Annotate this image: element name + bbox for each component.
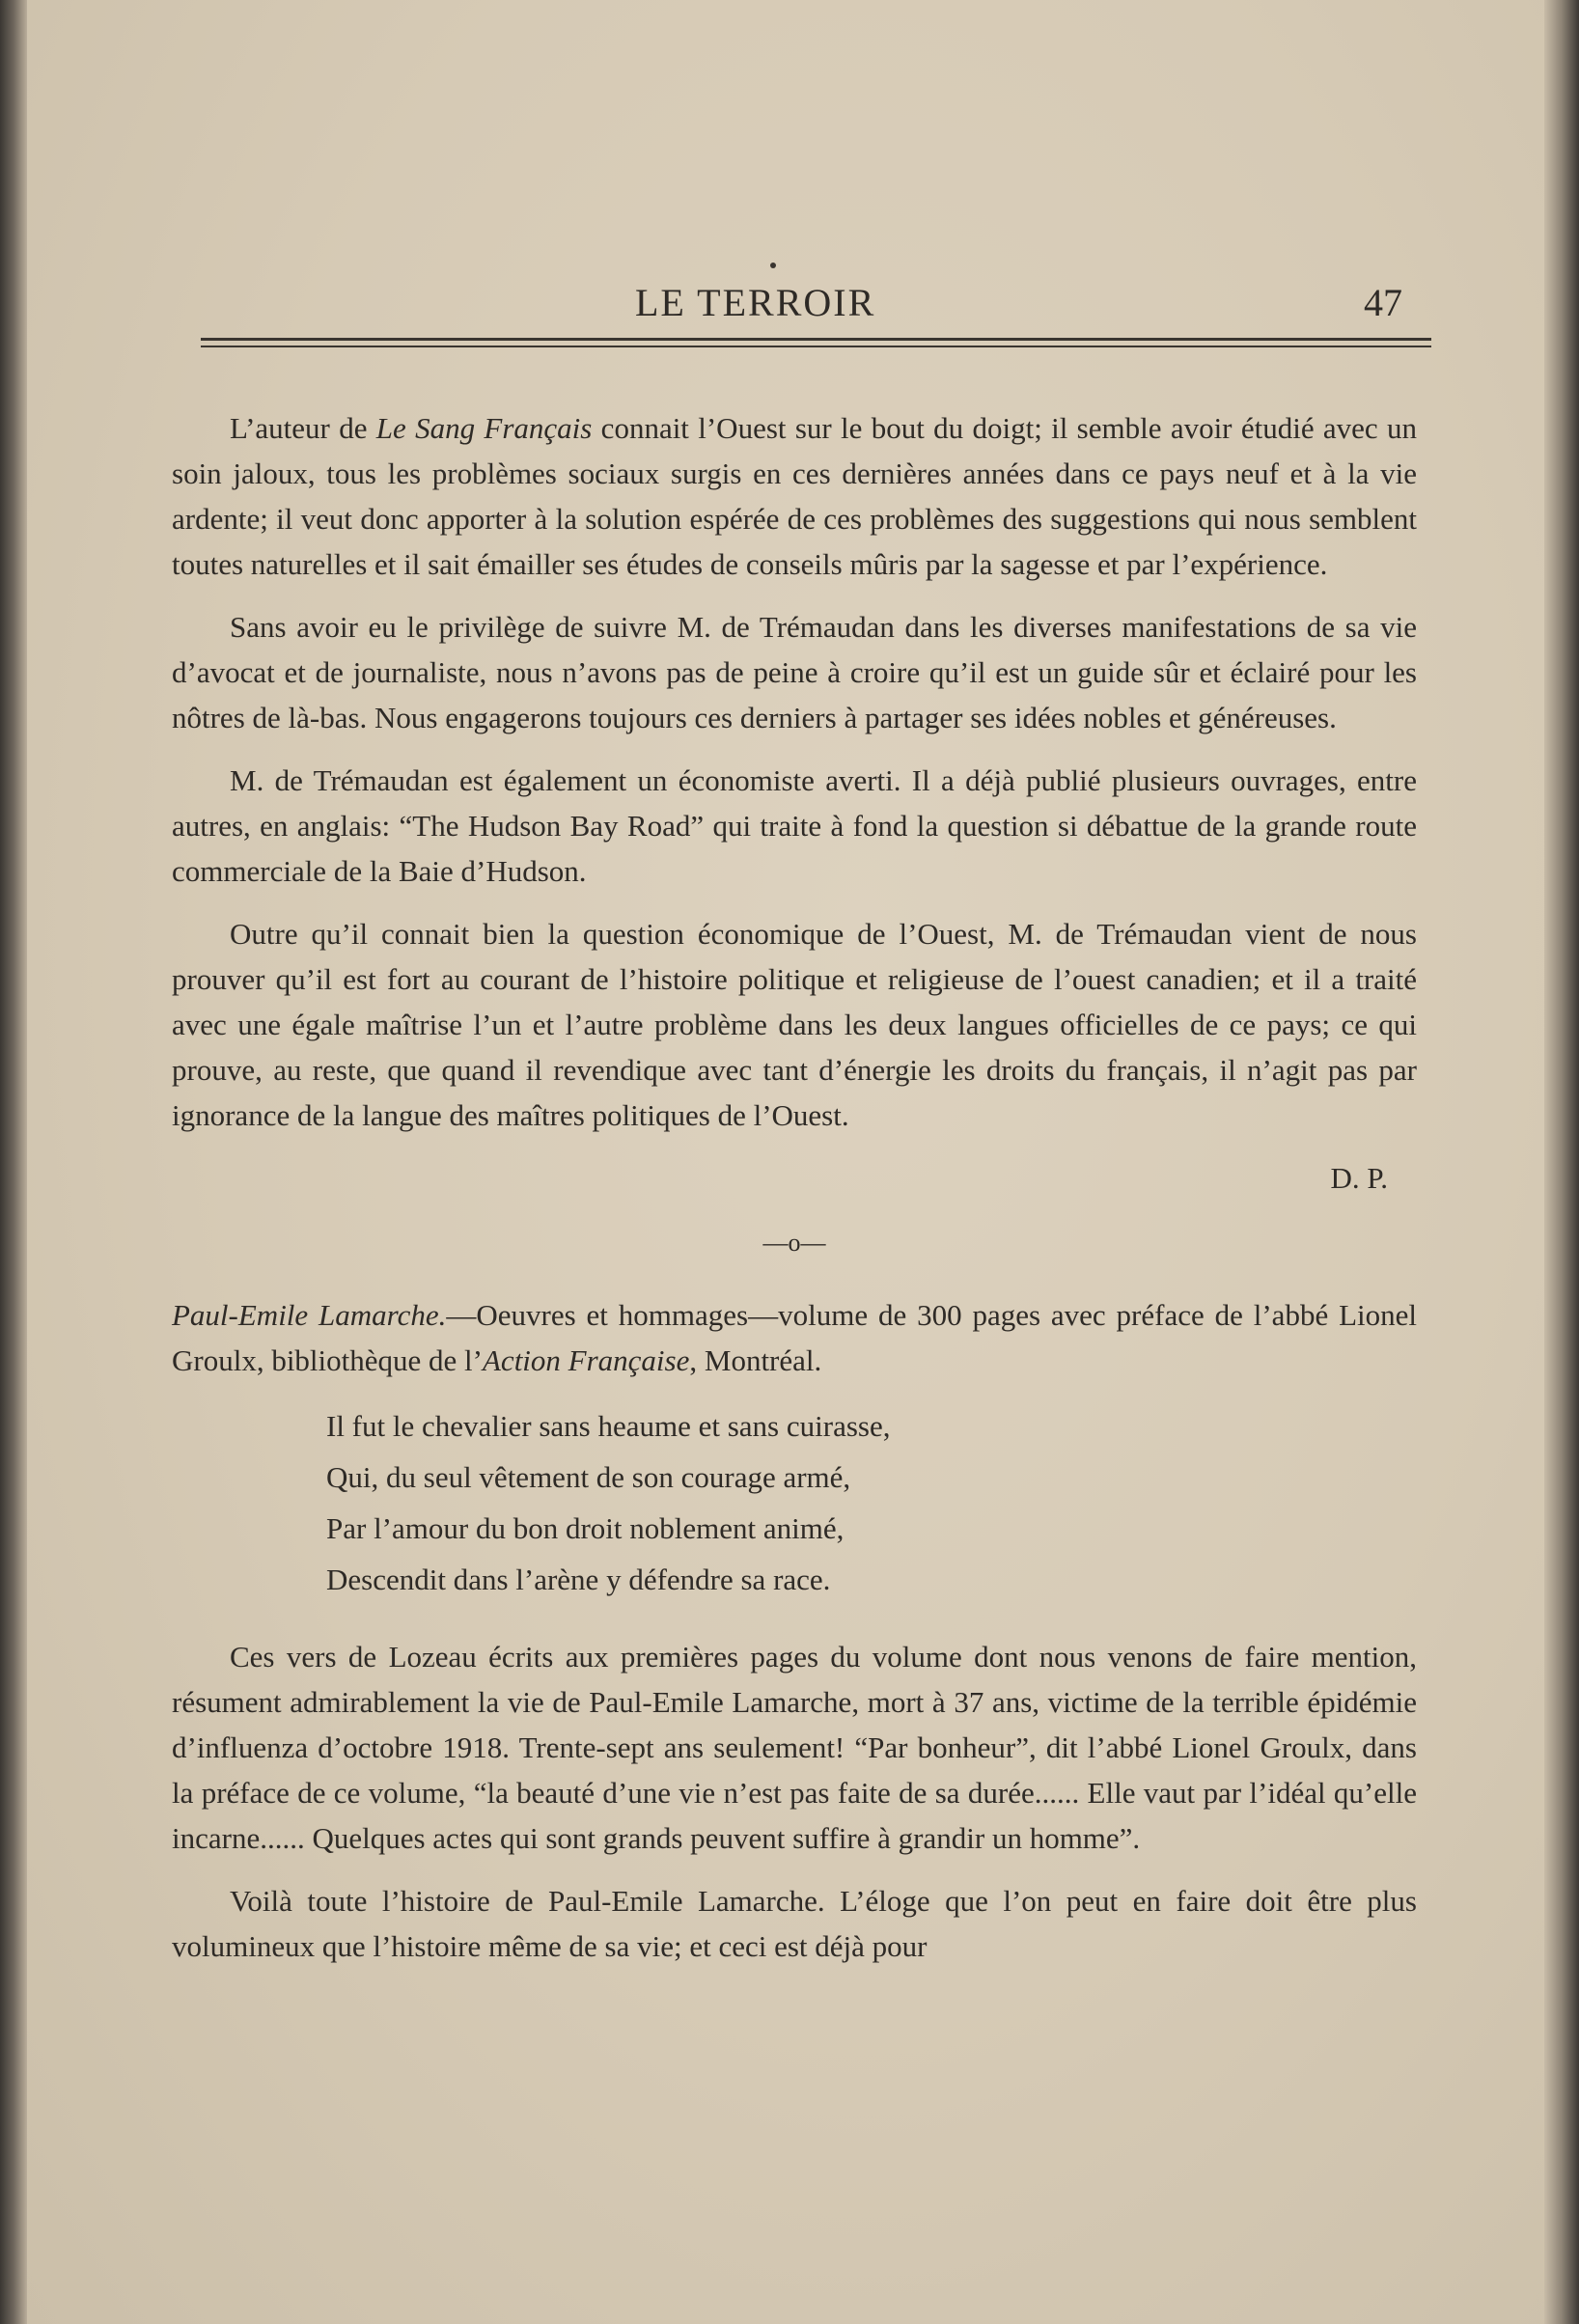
poem-line: Qui, du seul vêtement de son courage armé,: [326, 1460, 851, 1494]
review-citation: [172, 1292, 1417, 1383]
running-head: LE TERROIR: [635, 281, 876, 324]
page-sheet: [27, 0, 1544, 2324]
signature: D. P.: [1330, 1161, 1388, 1195]
paragraph-2: Sans avoir eu le privilège de suivre M. de Trémaudan dans les diverses manifestations de sa vie d’avocat et de journaliste, nous n’avons pas de peine à croire qu’il est un guide sûr et éclairé pour les nôtres de là-bas. Nous engagerons toujours ces derniers à partager ses idées nobles et généreuses.: [172, 610, 1417, 734]
article-body: [172, 405, 1417, 1986]
review-author: Paul-Emile Lamarche.: [172, 1298, 447, 1332]
paragraph-6: Voilà toute l’histoire de Paul-Emile Lamarche. L’éloge que l’on peut en faire doit être plus volumineux que l’histoire même de sa vie; et ceci est déjà pour: [172, 1884, 1417, 1963]
review-place: , Montréal.: [689, 1343, 822, 1377]
paragraph-1-lead: L’auteur de: [230, 411, 376, 445]
book-title-sang-francais: Le Sang Français: [375, 411, 593, 445]
review-title-line: —Oeuvres et hommages—volume de 300 pages avec préface de l’abbé Lionel Groulx, bibliothèque de l’: [172, 1298, 1417, 1377]
poem-line: Par l’amour du bon droit noblement animé,: [326, 1511, 845, 1545]
header-rule-thin: [201, 346, 1431, 347]
poem-quote: [326, 1400, 1417, 1605]
paragraph-4: Outre qu’il connait bien la question économique de l’Ouest, M. de Trémaudan vient de nous prouver qu’il est fort au courant de l’histoire politique et religieuse de l’ouest canadien; et il a traité avec une égale maîtrise l’un et l’autre problème dans les deux langues officielles de ce pays; ce qui prouve, au reste, que quand il revendique avec tant d’énergie les droits du français, il n’agit pas par ignorance de la langue des maîtres politiques de l’Ouest.: [172, 917, 1417, 1132]
ink-speck: [770, 263, 776, 268]
poem-line: Il fut le chevalier sans heaume et sans cuirasse,: [326, 1409, 891, 1443]
section-separator: —o—: [762, 1229, 826, 1257]
page-number: 47: [1364, 281, 1402, 324]
paragraph-1-text: connait l’Ouest sur le bout du doigt; il semble avoir étudié avec un soin jaloux, tous les problèmes sociaux surgis en ces dernières années dans ce pays neuf et à la vie ardente; il veut donc apporter à la solution espérée de ces problèmes des suggestions qui nous semblent toutes naturelles et il sait émailler ses études de conseils mûris par la sagesse et par l’expérience.: [172, 411, 1417, 581]
poem-line: Descendit dans l’arène y défendre sa race.: [326, 1563, 831, 1596]
review-publisher: Action Française: [483, 1343, 690, 1377]
paragraph-1: [172, 405, 1417, 587]
paragraph-3: M. de Trémaudan est également un économiste averti. Il a déjà publié plusieurs ouvrages, entre autres, en anglais: “The Hudson Bay Road” qui traite à fond la question si débattue de la grande route commerciale de la Baie d’Hudson.: [172, 763, 1417, 888]
header-rule-thick: [201, 338, 1431, 341]
paragraph-5: Ces vers de Lozeau écrits aux premières pages du volume dont nous venons de faire mention, résument admirablement la vie de Paul-Emile Lamarche, mort à 37 ans, victime de la terrible épidémie d’influenza d’octobre 1918. Trente-sept ans seulement! “Par bonheur”, dit l’abbé Lionel Groulx, dans la préface de ce volume, “la beauté d’une vie n’est pas faite de sa durée...... Elle vaut par l’idéal qu’elle incarne...... Quelques actes qui sont grands peuvent suffire à grandir un homme”.: [172, 1640, 1417, 1855]
